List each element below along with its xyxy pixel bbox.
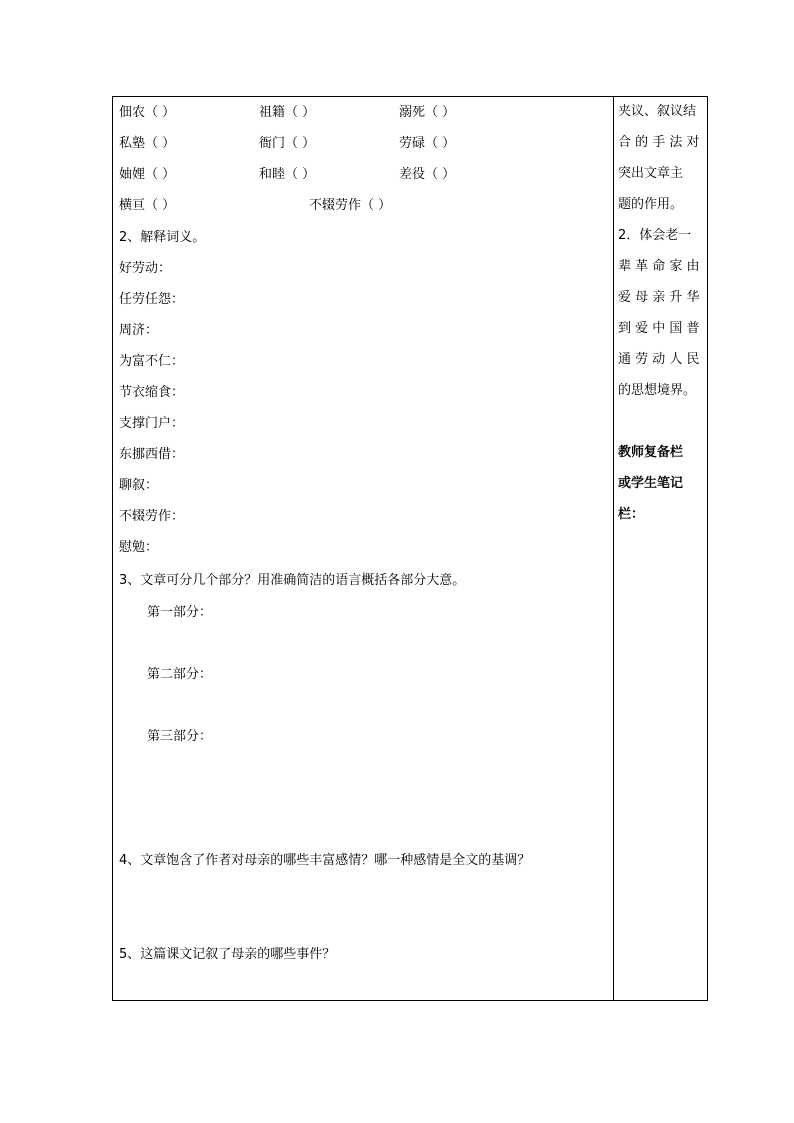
- term-item: 节衣缩食：: [119, 385, 185, 400]
- note-heading-line: 教师复备栏: [618, 445, 684, 460]
- note-heading-line: 或学生笔记: [618, 476, 684, 491]
- pinyin-item: 劳碌（ ）: [399, 136, 456, 151]
- term-item: 慰勉：: [119, 540, 159, 555]
- sidebar-line: 辈 革 命 家 由: [618, 259, 700, 274]
- pinyin-item: 祖籍（ ）: [259, 105, 316, 120]
- pinyin-item: 横亘（ ）: [119, 198, 176, 213]
- sidebar-line: 突出文章主: [618, 166, 684, 181]
- pinyin-item: 差役（ ）: [399, 167, 456, 182]
- pinyin-item: 和睦（ ）: [259, 167, 316, 182]
- part-label: 第一部分：: [147, 605, 213, 620]
- sidebar-line: 题的作用。: [618, 197, 684, 212]
- term-item: 周济：: [119, 323, 159, 338]
- sidebar-line: 通 劳 动 人 民: [618, 352, 700, 367]
- pinyin-item: 私塾（ ）: [119, 136, 176, 151]
- pinyin-item: 衙门（ ）: [259, 136, 316, 151]
- question-3-heading: 3、文章可分几个部分？用准确简洁的语言概括各部分大意。: [119, 573, 466, 588]
- part-label: 第二部分：: [147, 667, 213, 682]
- sidebar-line: 2．体会老一: [618, 228, 692, 243]
- note-heading-line: 栏：: [618, 507, 645, 522]
- sidebar-line: 到 爱 中 国 普: [618, 321, 700, 336]
- pinyin-item: 不辍劳作（ ）: [309, 198, 392, 213]
- sidebar-line: 合 的 手 法 对: [618, 135, 700, 150]
- term-item: 支撑门户：: [119, 416, 185, 431]
- term-item: 聊叙：: [119, 478, 159, 493]
- part-label: 第三部分：: [147, 729, 213, 744]
- sidebar-line: 的思想境界。: [618, 383, 697, 398]
- worksheet-table: [112, 96, 708, 1001]
- term-item: 为富不仁：: [119, 354, 185, 369]
- term-item: 任劳任怨：: [119, 292, 185, 307]
- sidebar-line: 夹议、叙议结: [618, 104, 697, 119]
- term-item: 好劳动：: [119, 261, 172, 276]
- pinyin-item: 溺死（ ）: [399, 105, 456, 120]
- column-divider: [613, 97, 614, 1000]
- sidebar-line: 爱 母 亲 升 华: [618, 290, 700, 305]
- question-5: 5、这篇课文记叙了母亲的哪些事件？: [119, 947, 336, 962]
- term-item: 不辍劳作：: [119, 509, 185, 524]
- pinyin-item: 佃农（ ）: [119, 105, 176, 120]
- term-item: 东挪西借：: [119, 447, 185, 462]
- question-4: 4、文章饱含了作者对母亲的哪些丰富感情？哪一种感情是全文的基调？: [119, 853, 531, 868]
- sidebar-notes: [618, 96, 704, 530]
- question-2-heading: 2、解释词义。: [119, 230, 206, 245]
- pinyin-item: 妯娌（ ）: [119, 167, 176, 182]
